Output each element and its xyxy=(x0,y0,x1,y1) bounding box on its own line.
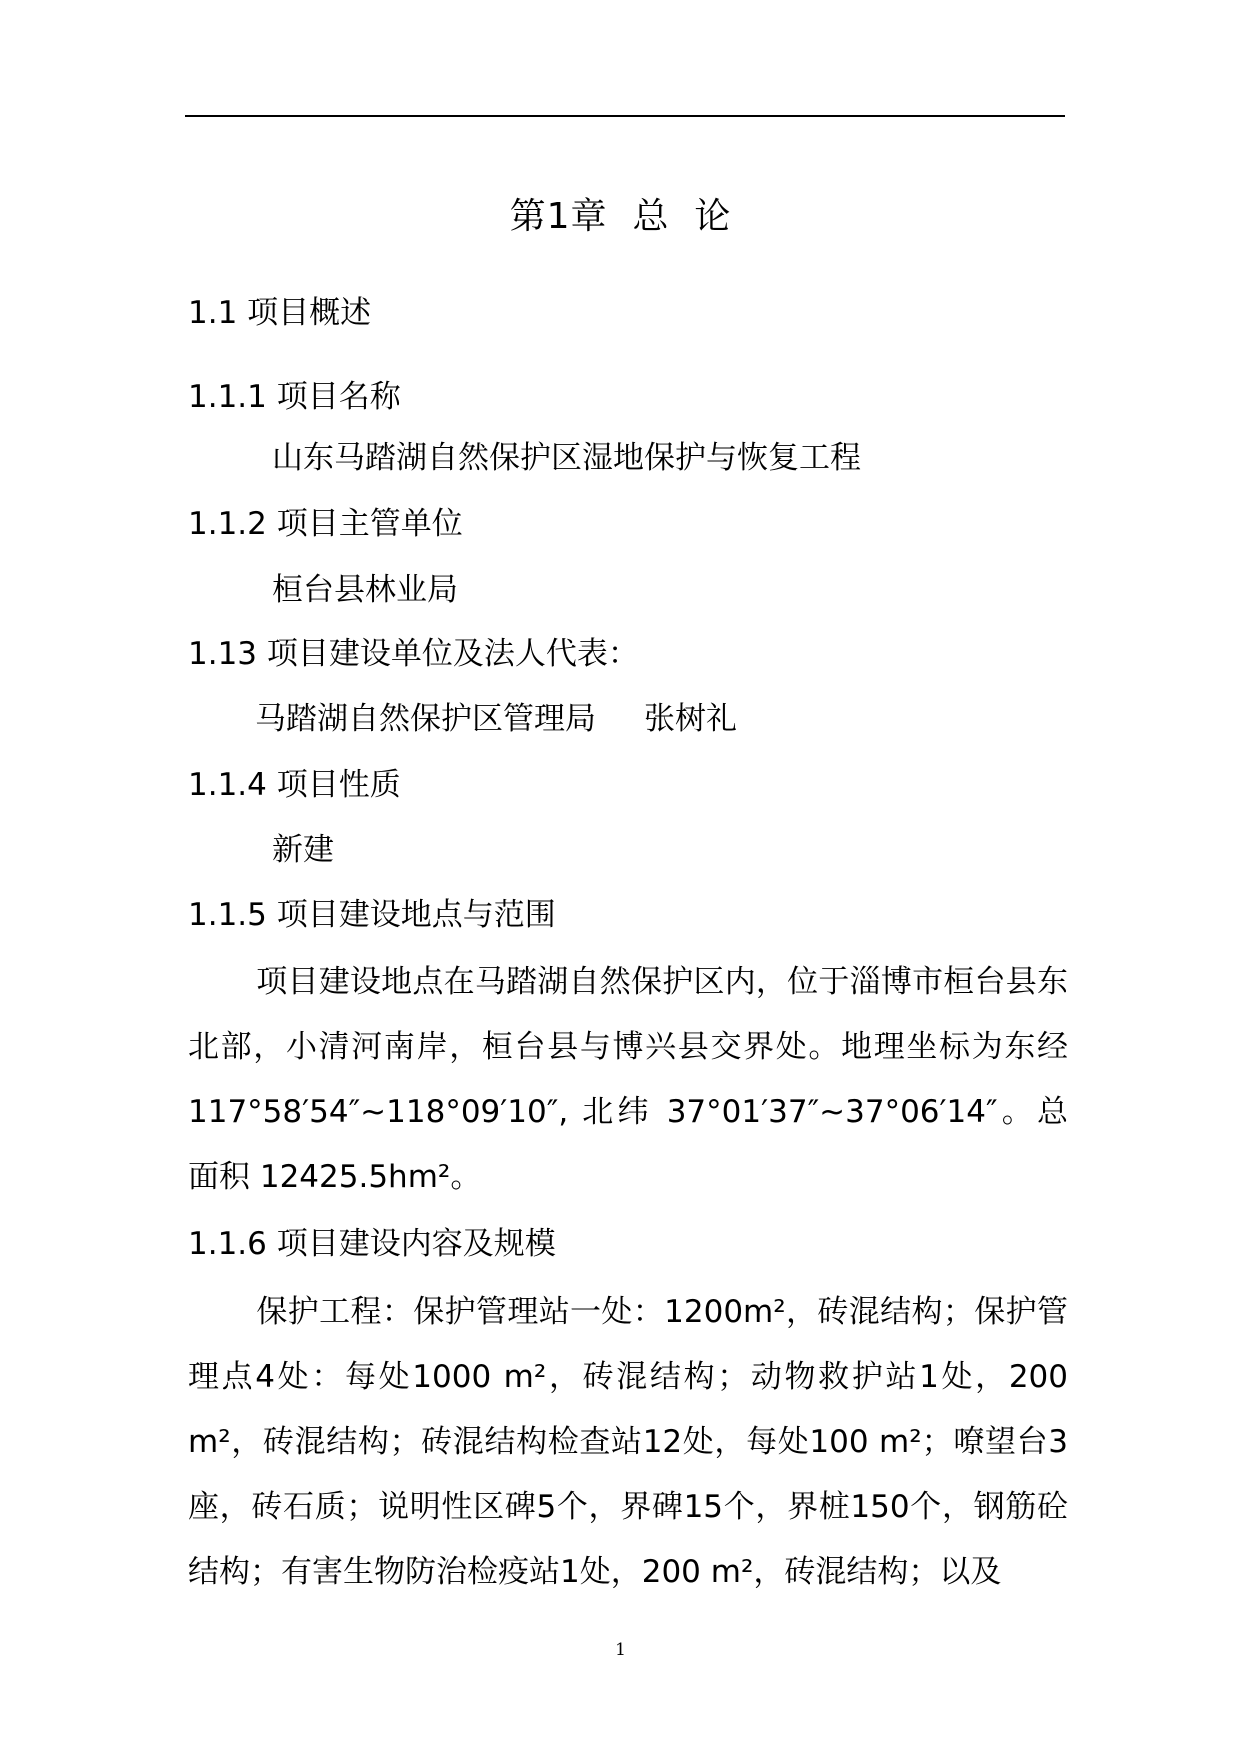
project-name-value: 山东马踏湖自然保护区湿地保护与恢复工程 xyxy=(272,440,861,476)
section-heading-1-1-1: 1.1.1 项目名称 xyxy=(188,379,401,415)
legal-representative: 张树礼 xyxy=(644,701,737,737)
construction-unit-org: 马踏湖自然保护区管理局 xyxy=(255,701,596,737)
location-paragraph-text: 项目建设地点在马踏湖自然保护区内，位于淄博市桓台县东北部，小清河南岸，桓台县与博兴县交界处。地理坐标为东经 117°58′54″~118°09′10″, 北纬 37°01′37″~37°06′14″。总面积 12425.5hm²。 xyxy=(188,964,1068,1195)
page-number: 1 xyxy=(615,1640,626,1660)
chapter-title: 第1章 总 论 xyxy=(509,196,732,237)
section-heading-1-1-5: 1.1.5 项目建设地点与范围 xyxy=(188,897,556,933)
supervising-unit-value: 桓台县林业局 xyxy=(272,572,458,608)
project-nature-value: 新建 xyxy=(272,832,334,868)
construction-unit-row xyxy=(255,697,737,741)
location-paragraph xyxy=(188,950,1068,1210)
section-heading-1-1-4: 1.1.4 项目性质 xyxy=(188,767,401,803)
section-heading-1-1-2: 1.1.2 项目主管单位 xyxy=(188,506,463,542)
section-heading-1-13: 1.13 项目建设单位及法人代表： xyxy=(188,636,639,672)
header-rule xyxy=(185,115,1065,117)
section-heading-1-1: 1.1 项目概述 xyxy=(188,295,372,331)
scope-paragraph xyxy=(188,1280,1068,1605)
scope-paragraph-text: 保护工程：保护管理站一处：1200m²，砖混结构；保护管理点4处：每处1000 m²，砖混结构；动物救护站1处，200 m²，砖混结构；砖混结构检查站12处，每处100 m²；嘹望台3座，砖石质；说明性区碑5个，界碑15个，界桩150个，钢筋砼结构；有害生物防治检疫站1处，200 m²，砖混结构；以及 xyxy=(188,1294,1068,1590)
section-heading-1-1-6: 1.1.6 项目建设内容及规模 xyxy=(188,1226,556,1262)
